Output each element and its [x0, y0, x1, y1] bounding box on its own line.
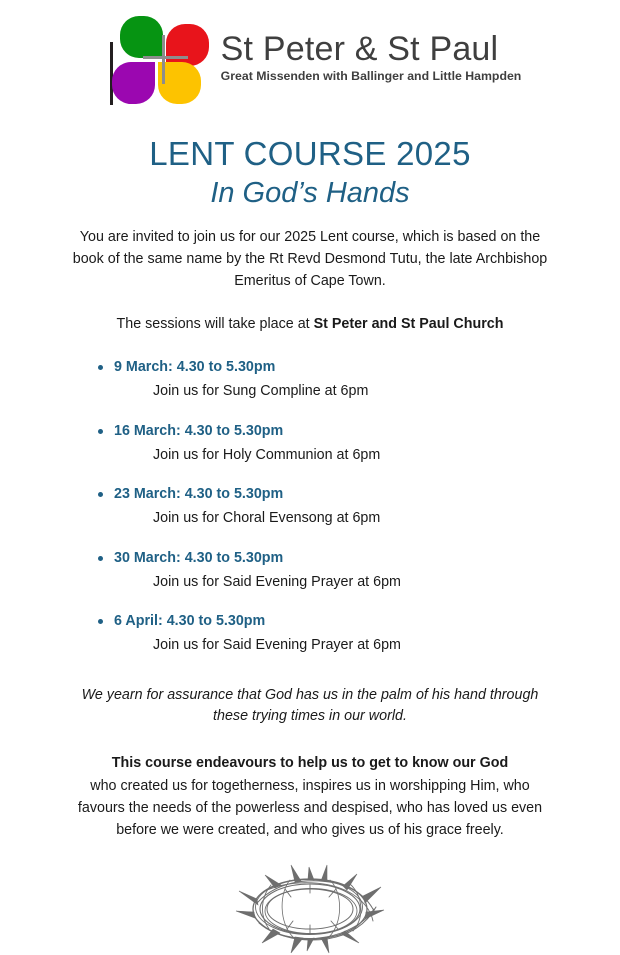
list-item — [98, 423, 620, 464]
closing-paragraph — [75, 753, 545, 841]
session-heading: 23 March: 4.30 to 5.30pm — [114, 486, 284, 503]
logo-cross-horizontal — [143, 56, 188, 59]
page-subtitle: In God’s Hands — [210, 177, 410, 210]
venue-line — [0, 316, 620, 332]
four-petal-cross-logo-icon — [99, 14, 211, 106]
page-title: LENT COURSE 2025 — [149, 135, 471, 172]
crown-of-thorns-icon — [235, 863, 385, 955]
list-item — [98, 550, 620, 591]
list-item — [98, 613, 620, 654]
bullet-icon — [98, 429, 103, 434]
list-item — [98, 359, 620, 400]
logo-wordmark — [221, 32, 522, 87]
logo-subtitle: Great Missenden with Ballinger and Little Hampden — [220, 68, 522, 83]
session-detail: Join us for Said Evening Prayer at 6pm — [153, 573, 401, 590]
session-heading: 16 March: 4.30 to 5.30pm — [114, 422, 284, 439]
session-detail: Join us for Holy Communion at 6pm — [153, 446, 381, 463]
intro-paragraph: You are invited to join us for our 2025 Lent course, which is based on the book of the same name by the Rt Revd Desmond Tutu, the late Archbishop Emeritus of Cape Town. — [72, 229, 548, 289]
session-heading: 30 March: 4.30 to 5.30pm — [114, 549, 284, 566]
closing-lead: This course endeavours to help us to get to know our God — [111, 755, 509, 772]
session-heading: 9 March: 4.30 to 5.30pm — [114, 359, 276, 376]
logo-petal-green — [120, 16, 163, 58]
venue-prefix: The sessions will take place at — [116, 316, 314, 333]
logo-title: St Peter & St Paul — [220, 30, 499, 69]
footer-illustration — [0, 863, 620, 955]
church-logo — [0, 0, 620, 106]
bullet-icon — [98, 556, 103, 561]
session-detail: Join us for Said Evening Prayer at 6pm — [153, 636, 401, 653]
logo-petal-red — [166, 24, 209, 66]
list-item — [98, 486, 620, 527]
session-list — [0, 359, 620, 654]
session-heading: 6 April: 4.30 to 5.30pm — [114, 613, 266, 630]
logo-cross-vertical — [162, 35, 165, 84]
venue-place: St Peter and St Paul Church — [313, 316, 504, 333]
closing-body: who created us for togetherness, inspires us in worshipping Him, who favours the needs of the powerless and despised, who has loved us even before we were created, and who gives us of his grace freely. — [77, 778, 543, 838]
session-detail: Join us for Sung Compline at 6pm — [153, 383, 369, 400]
pull-quote: We yearn for assurance that God has us in the palm of his hand through these trying times in our world. — [81, 686, 539, 724]
session-detail: Join us for Choral Evensong at 6pm — [153, 510, 381, 527]
logo-petal-purple — [112, 62, 155, 104]
